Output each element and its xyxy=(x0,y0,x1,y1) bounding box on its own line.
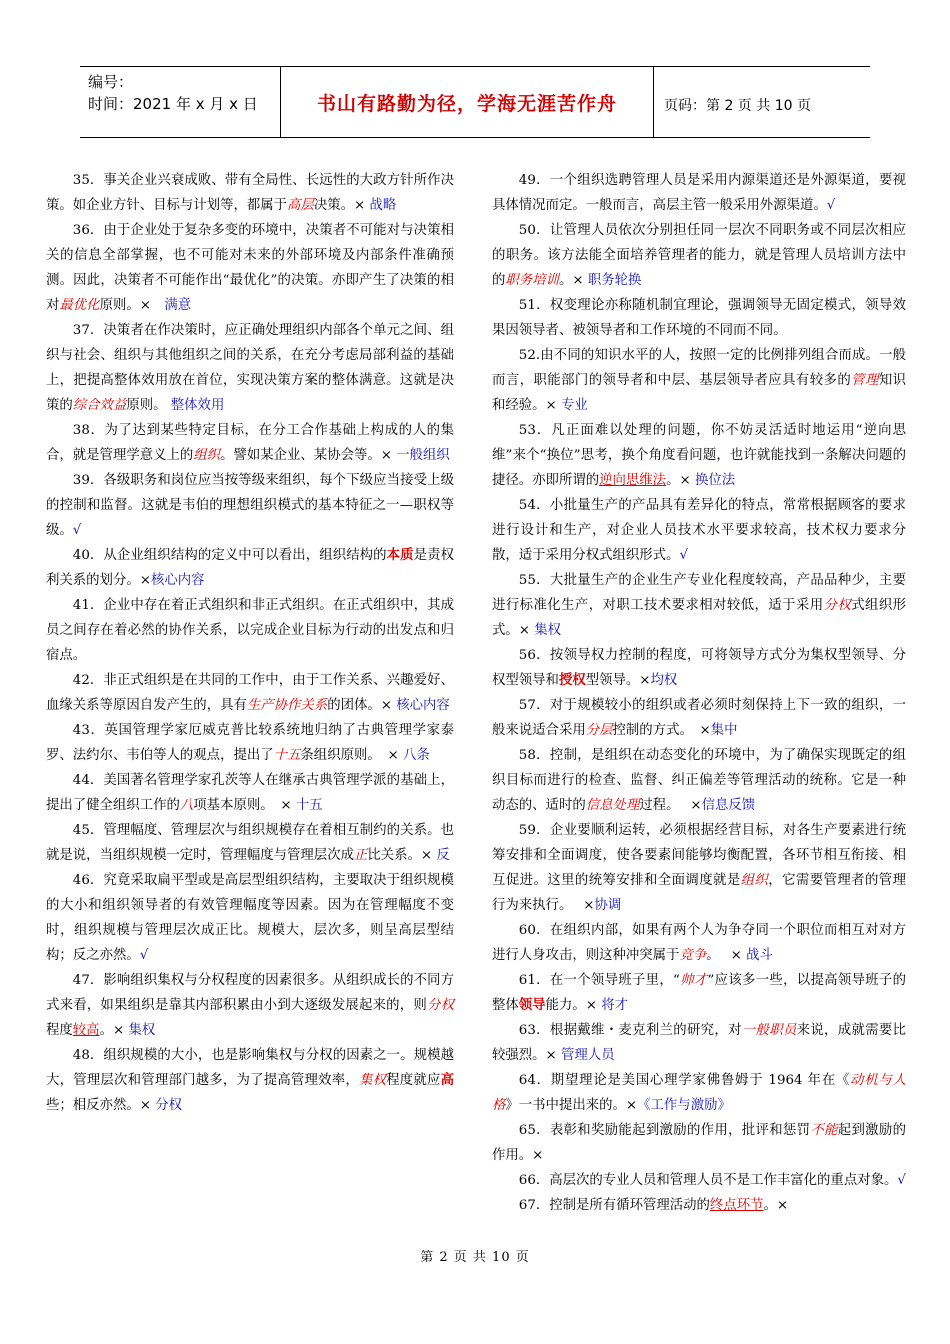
question-59: 59．企业要顺利运转，必须根据经营目标，对各生产要素进行统筹安排和全面调度，使各要素间能够均衡配置，各环节相互衔接、相互促进。这里的统筹安排和全面调度就是组织，它需要管理者的管理行为来执行。 ×协调 xyxy=(492,823,907,913)
header-table xyxy=(80,66,870,138)
highlight: 信息处理 xyxy=(585,798,640,813)
question-48: 48．组织规模的大小，也是影响集权与分权的因素之一。规模越大，管理层次和管理部门越多，为了提高管理效率，集权程度就应高些；相反亦然。× 分权 xyxy=(46,1048,455,1113)
question-45: 45．管理幅度、管理层次与组织规模存在着相互制约的关系。也就是说，当组织规模一定时，管理幅度与管理层次成正比关系。× 反 xyxy=(46,823,454,863)
question-54: 54．小批量生产的产品具有差异化的特点，常常根据顾客的要求进行设计和生产，对企业人员技术水平要求较高，技术权力要求分散，适于采用分权式组织形式。√ xyxy=(492,498,906,563)
highlight: 分层 xyxy=(585,723,613,738)
question-60: 60．在组织内部，如果有两个人为争夺同一个职位而相互对对方进行人身攻击，则这种冲突属于竞争。 × 战斗 xyxy=(492,923,906,963)
question-47: 47．影响组织集权与分权程度的因素很多。从组织成长的不同方式来看，如果组织是靠其内部积累由小到大逐级发展起来的，则分权程度较高。× 集权 xyxy=(46,973,454,1038)
highlight: 领导 xyxy=(518,997,546,1013)
question-37: 37．决策者在作决策时，应正确处理组织内部各个单元之间、组织与社会、组织与其他组织之间的关系，在充分考虑局部利益的基础上，把提高整体效用放在首位，实现决策方案的整体满意。这就是决策的综合效益原则。 整体效用 xyxy=(46,323,454,413)
answer: 反 xyxy=(436,848,450,863)
answer: 战略 xyxy=(369,198,397,213)
highlight: 不能 xyxy=(810,1123,838,1138)
highlight: 本质 xyxy=(386,547,414,563)
highlight: 综合效益 xyxy=(72,398,127,413)
answer: √ xyxy=(679,548,689,563)
answer: 核心内容 xyxy=(396,698,450,713)
question-63: 63．根据戴维・麦克利兰的研究，对一般职员来说，成就需要比较强烈。× 管理人员 xyxy=(492,1023,906,1063)
answer: 分权 xyxy=(155,1098,182,1113)
highlight: 最优化 xyxy=(59,298,100,313)
answer: 管理人员 xyxy=(561,1048,615,1063)
question-35: 35．事关企业兴衰成败、带有全局性、长远性的大政方针所作决策。如企业方针、目标与计划等，都属于高层决策。× 战略 xyxy=(46,173,454,213)
highlight: 终点环节 xyxy=(709,1198,764,1213)
answer: 一般组织 xyxy=(396,448,450,463)
question-39: 39．各级职务和岗位应当按等级来组织，每个下级应当接受上级的控制和监督。这就是韦伯的理想组织模式的基本特征之一—职权等级。√ xyxy=(46,473,454,538)
question-67: 67．控制是所有循环管理活动的终点环节。× xyxy=(518,1198,789,1213)
question-56: 56．按领导权力控制的程度，可将领导方式分为集权型领导、分权型领导和授权型领导。×均权 xyxy=(492,648,906,688)
highlight: 集权 xyxy=(358,1073,387,1088)
highlight: 竞争 xyxy=(679,948,707,963)
highlight: 八 xyxy=(179,798,194,813)
header-motto-cell xyxy=(281,67,654,137)
answer: √ xyxy=(139,948,149,963)
code-label: 编号： xyxy=(88,73,134,91)
answer: 换位法 xyxy=(694,473,736,488)
highlight: 组织 xyxy=(193,448,221,463)
highlight: 管理 xyxy=(851,373,879,388)
question-64: 64．期望理论是美国心理学家佛鲁姆于 1964 年在《动机与人格》一书中提出来的。×《工作与激励》 xyxy=(492,1073,906,1113)
page-footer: 第 2 页 共 10 页 xyxy=(420,1250,530,1265)
answer: 满意 xyxy=(164,298,192,313)
answer: 信息反馈 xyxy=(701,798,756,813)
question-42: 42．非正式组织是在共同的工作中，由于工作关系、兴趣爱好、血缘关系等原因自发产生的，具有生产协作关系的团体。× 核心内容 xyxy=(46,673,454,713)
date-label: 时间：2021 年 x 月 x 日 xyxy=(88,95,258,113)
answer: 《工作与激励》 xyxy=(637,1098,731,1113)
question-38: 38．为了达到某些特定目标，在分工合作基础上构成的人的集合，就是管理学意义上的组织。譬如某企业、某协会等。× 一般组织 xyxy=(46,423,454,463)
answer: 协调 xyxy=(594,898,622,913)
question-57: 57．对于规模较小的组织或者必须时刻保持上下一致的组织，一般来说适合采用分层控制的方式。 ×集中 xyxy=(492,698,906,738)
highlight: 高层 xyxy=(287,198,314,213)
answer: 八条 xyxy=(402,748,430,763)
answer: √ xyxy=(826,198,836,213)
highlight: 高 xyxy=(440,1072,455,1088)
question-46: 46．究竟采取扁平型或是高层型组织结构，主要取决于组织规模的大小和组织领导者的有效管理幅度等因素。因为在管理幅度不变时，组织规模与管理层次成正比。规模大，层次多，则呈高层型结构；反之亦然。√ xyxy=(46,873,454,963)
question-50: 50．让管理人员依次分别担任同一层次不同职务或不同层次相应的职务。该方法能全面培养管理者的能力，就是管理人员培训方法中的职务培训。× 职务轮换 xyxy=(492,223,906,288)
question-49: 49．一个组织选聘管理人员是采用内源渠道还是外源渠道，要视具体情况而定。一般而言，高层主管一般采用外源渠道。√ xyxy=(492,173,906,213)
question-65: 65．表彰和奖励能起到激励的作用，批评和惩罚不能起到激励的作用。× xyxy=(492,1123,906,1163)
answer: 职务轮换 xyxy=(587,273,642,288)
highlight: 正 xyxy=(353,848,368,863)
question-36: 36．由于企业处于复杂多变的环境中，决策者不可能对与决策相关的信息全部掌握，也不可能对未来的外部环境及内部条件准确预测。因此，决策者不可能作出“最优化”的决策。亦即产生了决策的相对最优化原则。× 满意 xyxy=(46,223,454,313)
answer: 集中 xyxy=(710,723,738,738)
highlight: 组织 xyxy=(740,873,769,888)
highlight: 较高 xyxy=(72,1023,100,1038)
answer: 集权 xyxy=(534,623,562,638)
answer: 整体效用 xyxy=(170,398,225,413)
motto: 书山有路勤为径，学海无涯苦作舟 xyxy=(316,93,617,115)
highlight: 授权 xyxy=(558,672,586,688)
right-column xyxy=(492,168,906,1218)
answer: √ xyxy=(897,1173,906,1188)
highlight: 生产协作关系 xyxy=(246,698,328,713)
highlight: 分权 xyxy=(427,998,454,1013)
question-41: 41．企业中存在着正式组织和非正式组织。在正式组织中，其成员之间存在着必然的协作关系，以完成企业目标为行动的出发点和归宿点。 xyxy=(46,598,454,663)
answer: 十五 xyxy=(295,798,323,813)
question-66: 66．高层次的专业人员和管理人员不是工作丰富化的重点对象。√ xyxy=(518,1173,906,1188)
highlight: 帅才 xyxy=(679,973,708,988)
page-label: 页码：第 2 页 共 10 页 xyxy=(664,98,811,114)
question-52: 52.由不同的知识水平的人，按照一定的比例排列组合而成。一般而言，职能部门的领导者和中层、基层领导者应具有较多的管理知识和经验。× 专业 xyxy=(492,348,907,413)
question-55: 55．大批量生产的企业生产专业化程度较高，产品品种少，主要进行标准化生产，对职工技术要求相对较低，适于采用分权式组织形式。× 集权 xyxy=(492,573,907,638)
answer: 核心内容 xyxy=(150,573,205,588)
question-58: 58．控制，是组织在动态变化的环境中，为了确保实现既定的组织目标而进行的检查、监督、纠正偏差等管理活动的统称。它是一种动态的、适时的信息处理过程。 ×信息反馈 xyxy=(492,748,906,813)
highlight: 逆向思维法 xyxy=(599,473,667,488)
answer: 均权 xyxy=(650,673,678,688)
highlight: 一般职员 xyxy=(741,1023,797,1038)
question-43: 43．英国管理学家厄威克普比较系统地归纳了古典管理学家泰罗、法约尔、韦伯等人的观点，提出了十五条组织原则。 × 八条 xyxy=(46,723,454,763)
highlight: 十五 xyxy=(273,748,301,763)
question-61: 61．在一个领导班子里，“帅才”应该多一些，以提高领导班子的整体领导能力。× 将才 xyxy=(492,973,906,1013)
highlight: 职务培训 xyxy=(505,273,559,288)
left-column xyxy=(46,168,454,1118)
answer: 战斗 xyxy=(746,948,773,963)
header-page-cell xyxy=(654,67,870,137)
highlight: 分权 xyxy=(823,598,852,613)
answer: √ xyxy=(72,523,82,538)
question-51: 51．权变理论亦称随机制宜理论，强调领导无固定模式，领导效果因领导者、被领导者和工作环境的不同而不同。 xyxy=(492,298,906,338)
answer: 将才 xyxy=(601,998,628,1013)
header-info-cell xyxy=(80,67,281,137)
question-40: 40．从企业组织结构的定义中可以看出，组织结构的本质是责权利关系的划分。×核心内容 xyxy=(46,547,455,588)
highlight: 动机与人格 xyxy=(492,1073,906,1113)
answer: 专业 xyxy=(561,398,588,413)
question-53: 53．凡正面难以处理的问题，你不妨灵活适时地运用“逆向思维”来个“换位”思考，换个角度看问题，也许就能找到一条解决问题的捷径。亦即所谓的逆向思维法。× 换位法 xyxy=(492,423,906,488)
answer: 集权 xyxy=(128,1023,156,1038)
question-44: 44．美国著名管理学家孔茨等人在继承古典管理学派的基础上，提出了健全组织工作的八项基本原则。 × 十五 xyxy=(46,773,454,813)
